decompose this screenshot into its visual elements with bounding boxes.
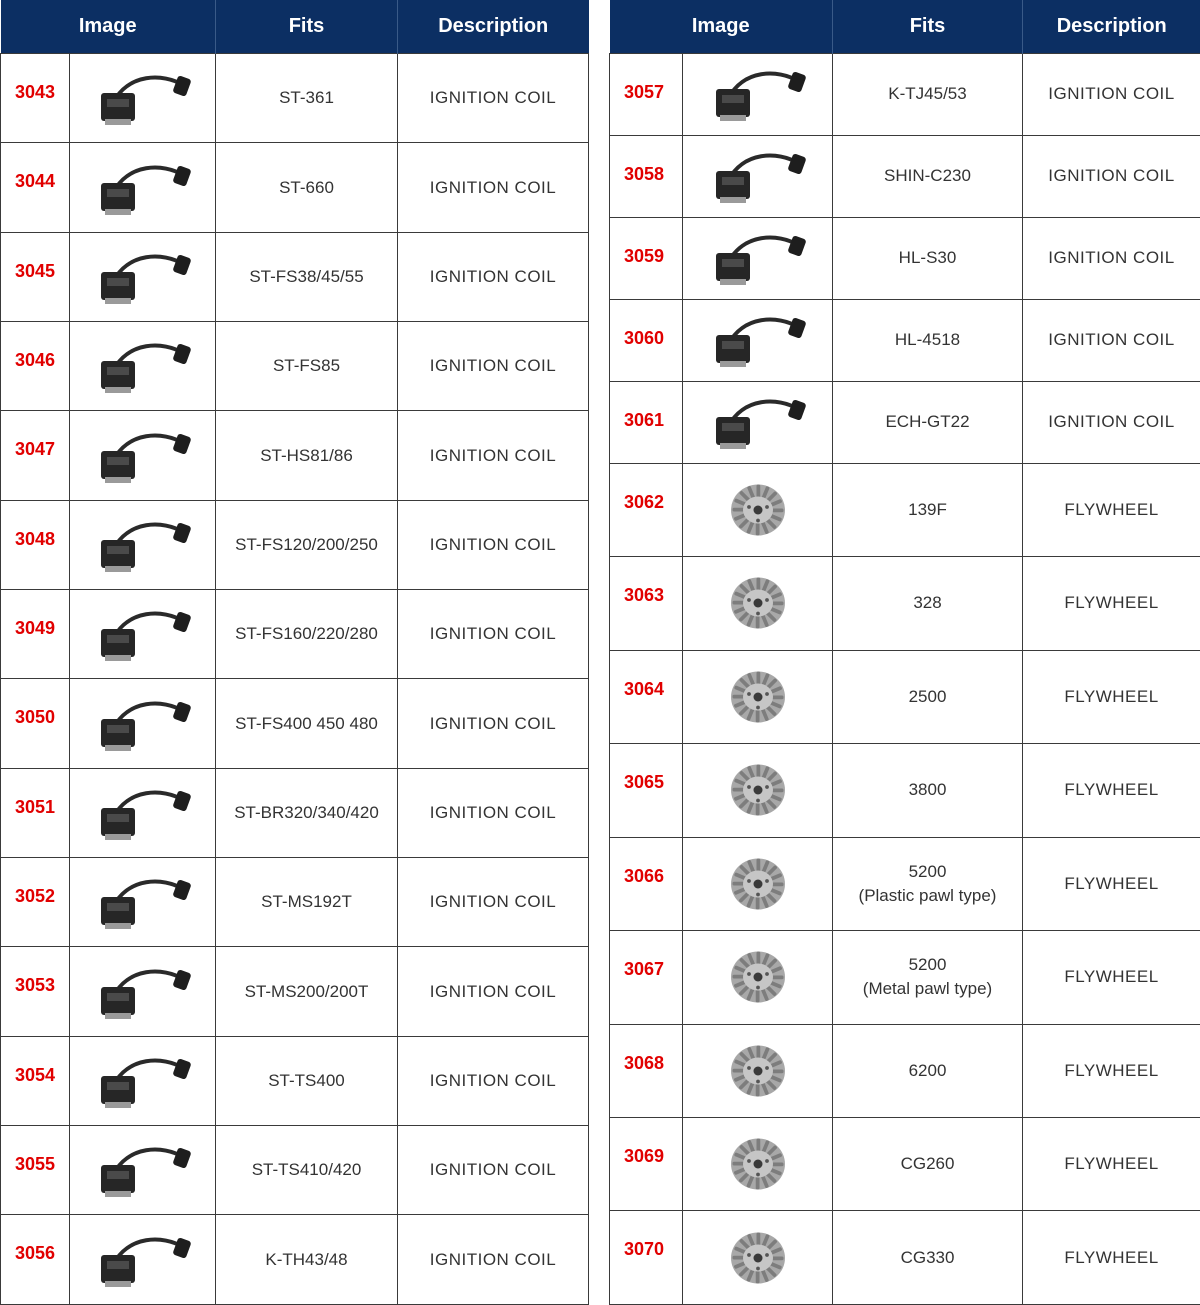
part-image (683, 650, 833, 743)
fits-model: ST-FS38/45/55 (249, 266, 364, 286)
part-image (70, 1215, 216, 1305)
ignition-coil-icon (70, 242, 215, 312)
fits-note: (Metal pawl type) (862, 979, 993, 999)
ignition-coil-icon (70, 421, 215, 491)
part-description: IGNITION COIL (1023, 135, 1200, 217)
fits-model: 5200 (908, 955, 947, 975)
part-description: IGNITION COIL (398, 54, 589, 143)
part-code: 3046 (1, 322, 70, 411)
part-fits (833, 381, 1023, 463)
ignition-coil-icon (70, 510, 215, 580)
part-image (70, 411, 216, 500)
ignition-coil-icon (70, 867, 215, 937)
fits-model: ST-MS192T (261, 892, 352, 912)
fits-model: ST-361 (279, 88, 334, 108)
fits-model: HL-4518 (894, 330, 961, 350)
part-code: 3056 (1, 1215, 70, 1305)
part-image (70, 54, 216, 143)
table-row (610, 299, 1200, 381)
table-row (1, 679, 589, 768)
flywheel-icon (683, 750, 832, 830)
ignition-coil-icon (70, 778, 215, 848)
part-description: FLYWHEEL (1023, 837, 1200, 930)
part-code: 3043 (1, 54, 70, 143)
part-image (683, 217, 833, 299)
part-fits (833, 135, 1023, 217)
parts-table-left (0, 0, 589, 1305)
fits-model: ECH-GT22 (885, 412, 970, 432)
part-description: IGNITION COIL (1023, 299, 1200, 381)
flywheel-icon (683, 657, 832, 737)
part-description: FLYWHEEL (1023, 557, 1200, 650)
header-description: Description (1023, 0, 1200, 54)
part-description: IGNITION COIL (398, 411, 589, 500)
part-description: IGNITION COIL (398, 858, 589, 947)
ignition-coil-icon (70, 1135, 215, 1205)
part-description: IGNITION COIL (398, 1036, 589, 1125)
part-code: 3064 (610, 650, 683, 743)
part-description: FLYWHEEL (1023, 1211, 1200, 1305)
part-image (70, 947, 216, 1036)
flywheel-icon (683, 1124, 832, 1204)
part-description: FLYWHEEL (1023, 1117, 1200, 1210)
part-fits (833, 1117, 1023, 1210)
part-image (70, 590, 216, 679)
part-description: FLYWHEEL (1023, 744, 1200, 837)
fits-model: CG260 (900, 1154, 955, 1174)
part-image (683, 931, 833, 1024)
table-row (610, 1024, 1200, 1117)
part-description: IGNITION COIL (398, 143, 589, 232)
part-code: 3067 (610, 931, 683, 1024)
part-description: IGNITION COIL (398, 322, 589, 411)
table-row (1, 500, 589, 589)
table-row (610, 650, 1200, 743)
parts-table-right (609, 0, 1200, 1305)
part-description: FLYWHEEL (1023, 931, 1200, 1024)
part-code: 3069 (610, 1117, 683, 1210)
table-row (1, 143, 589, 232)
part-code: 3068 (610, 1024, 683, 1117)
part-fits (216, 411, 398, 500)
part-description: IGNITION COIL (398, 590, 589, 679)
fits-model: K-TH43/48 (265, 1249, 348, 1269)
part-code: 3066 (610, 837, 683, 930)
part-image (683, 557, 833, 650)
ignition-coil-icon (70, 1225, 215, 1295)
part-image (70, 500, 216, 589)
table-row (1, 54, 589, 143)
part-fits (216, 1036, 398, 1125)
part-fits (833, 744, 1023, 837)
table-row (1, 1036, 589, 1125)
part-fits (833, 1024, 1023, 1117)
ignition-coil-icon (70, 689, 215, 759)
part-fits (833, 650, 1023, 743)
part-fits (216, 54, 398, 143)
part-fits (833, 54, 1023, 136)
part-code: 3050 (1, 679, 70, 768)
ignition-coil-icon (70, 957, 215, 1027)
fits-model: 2500 (908, 686, 947, 706)
ignition-coil-icon (683, 141, 832, 211)
table-row (610, 54, 1200, 136)
part-fits (216, 143, 398, 232)
part-code: 3051 (1, 768, 70, 857)
part-image (70, 322, 216, 411)
part-code: 3057 (610, 54, 683, 136)
table-row (1, 322, 589, 411)
fits-model: ST-BR320/340/420 (234, 802, 379, 822)
table-row (1, 858, 589, 947)
table-row (610, 837, 1200, 930)
fits-model: ST-660 (279, 177, 334, 197)
fits-model: 139F (908, 499, 947, 519)
part-fits (833, 837, 1023, 930)
table-row (610, 135, 1200, 217)
ignition-coil-icon (683, 305, 832, 375)
part-description: IGNITION COIL (1023, 54, 1200, 136)
part-code: 3061 (610, 381, 683, 463)
fits-model: ST-FS85 (272, 356, 341, 376)
table-row (1, 947, 589, 1036)
ignition-coil-icon (70, 63, 215, 133)
part-fits (216, 1215, 398, 1305)
part-description: IGNITION COIL (398, 1215, 589, 1305)
table-row (1, 1126, 589, 1215)
table-row (610, 1117, 1200, 1210)
ignition-coil-icon (70, 599, 215, 669)
part-code: 3044 (1, 143, 70, 232)
table-row (610, 463, 1200, 556)
part-description: IGNITION COIL (398, 947, 589, 1036)
part-code: 3045 (1, 232, 70, 321)
table-row (1, 590, 589, 679)
flywheel-icon (683, 1218, 832, 1298)
part-fits (216, 500, 398, 589)
fits-model: ST-FS120/200/250 (235, 534, 378, 554)
part-code: 3070 (610, 1211, 683, 1305)
flywheel-icon (683, 563, 832, 643)
part-image (70, 768, 216, 857)
part-description: IGNITION COIL (398, 679, 589, 768)
part-code: 3048 (1, 500, 70, 589)
fits-model: ST-MS200/200T (244, 981, 369, 1001)
part-description: IGNITION COIL (398, 500, 589, 589)
part-code: 3052 (1, 858, 70, 947)
part-fits (216, 1126, 398, 1215)
table-header (1, 0, 589, 54)
part-image (70, 1036, 216, 1125)
header-fits: Fits (216, 0, 398, 54)
part-code: 3059 (610, 217, 683, 299)
table-header (610, 0, 1200, 54)
flywheel-icon (683, 844, 832, 924)
part-fits (833, 463, 1023, 556)
header-fits: Fits (833, 0, 1023, 54)
part-fits (833, 1211, 1023, 1305)
header-image: Image (610, 0, 833, 54)
flywheel-icon (683, 937, 832, 1017)
fits-model: 3800 (908, 780, 947, 800)
part-fits (216, 768, 398, 857)
part-code: 3058 (610, 135, 683, 217)
ignition-coil-icon (683, 223, 832, 293)
part-fits (216, 590, 398, 679)
fits-note: (Plastic pawl type) (858, 885, 997, 905)
fits-model: CG330 (900, 1247, 955, 1267)
table-row (610, 931, 1200, 1024)
header-image: Image (1, 0, 216, 54)
part-fits (216, 322, 398, 411)
table-row (610, 217, 1200, 299)
part-description: IGNITION COIL (1023, 381, 1200, 463)
part-image (70, 858, 216, 947)
part-image (683, 54, 833, 136)
part-image (683, 744, 833, 837)
part-image (683, 1117, 833, 1210)
fits-model: ST-TS410/420 (251, 1160, 362, 1180)
part-fits (216, 232, 398, 321)
part-image (70, 143, 216, 232)
part-fits (833, 299, 1023, 381)
part-image (70, 232, 216, 321)
table-row (610, 744, 1200, 837)
part-code: 3047 (1, 411, 70, 500)
fits-model: SHIN-C230 (884, 166, 971, 186)
part-code: 3053 (1, 947, 70, 1036)
table-row (1, 411, 589, 500)
flywheel-icon (683, 470, 832, 550)
fits-model: ST-FS160/220/280 (235, 624, 378, 644)
ignition-coil-icon (683, 387, 832, 457)
part-image (683, 1024, 833, 1117)
part-description: FLYWHEEL (1023, 463, 1200, 556)
part-description: IGNITION COIL (398, 768, 589, 857)
part-image (683, 463, 833, 556)
part-description: FLYWHEEL (1023, 1024, 1200, 1117)
part-image (683, 837, 833, 930)
part-code: 3054 (1, 1036, 70, 1125)
ignition-coil-icon (70, 1046, 215, 1116)
part-description: IGNITION COIL (398, 232, 589, 321)
table-row (610, 557, 1200, 650)
ignition-coil-icon (70, 153, 215, 223)
part-code: 3049 (1, 590, 70, 679)
table-row (1, 232, 589, 321)
part-fits (216, 858, 398, 947)
part-fits (833, 217, 1023, 299)
part-image (70, 679, 216, 768)
flywheel-icon (683, 1031, 832, 1111)
fits-model: ST-FS400 450 480 (235, 713, 378, 733)
ignition-coil-icon (683, 59, 832, 129)
part-image (683, 1211, 833, 1305)
fits-model: K-TJ45/53 (888, 84, 967, 104)
part-code: 3060 (610, 299, 683, 381)
table-row (610, 1211, 1200, 1305)
fits-model: HL-S30 (898, 248, 957, 268)
part-image (683, 299, 833, 381)
table-row (610, 381, 1200, 463)
fits-model: 5200 (908, 861, 947, 881)
ignition-coil-icon (70, 331, 215, 401)
part-image (683, 135, 833, 217)
part-fits (833, 557, 1023, 650)
part-description: FLYWHEEL (1023, 650, 1200, 743)
part-code: 3065 (610, 744, 683, 837)
part-description: IGNITION COIL (1023, 217, 1200, 299)
part-image (70, 1126, 216, 1215)
part-code: 3062 (610, 463, 683, 556)
table-row (1, 768, 589, 857)
part-code: 3063 (610, 557, 683, 650)
table-row (1, 1215, 589, 1305)
part-fits (216, 679, 398, 768)
part-image (683, 381, 833, 463)
part-fits (216, 947, 398, 1036)
fits-model: 6200 (908, 1060, 947, 1080)
fits-model: 328 (913, 593, 942, 613)
header-description: Description (398, 0, 589, 54)
fits-model: ST-HS81/86 (260, 445, 353, 465)
part-code: 3055 (1, 1126, 70, 1215)
fits-model: ST-TS400 (268, 1070, 345, 1090)
part-fits (833, 931, 1023, 1024)
part-description: IGNITION COIL (398, 1126, 589, 1215)
